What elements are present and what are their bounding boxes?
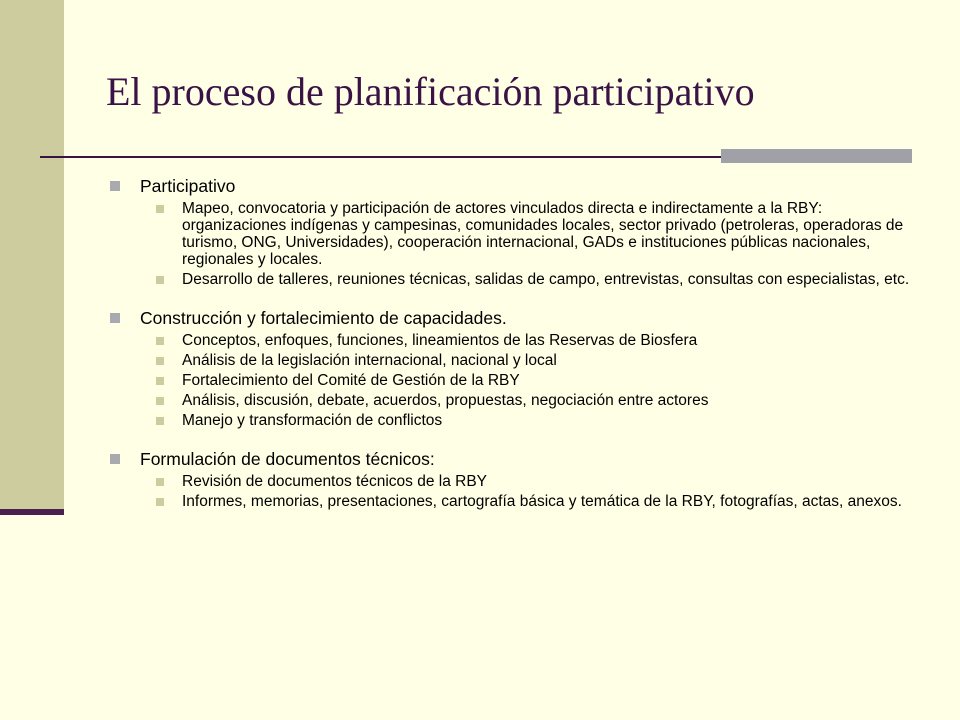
square-bullet-icon bbox=[156, 417, 164, 425]
square-bullet-icon bbox=[110, 313, 120, 323]
list-item: Análisis, discusión, debate, acuerdos, propuestas, negociación entre actores bbox=[110, 392, 910, 409]
list-item: Conceptos, enfoques, funciones, lineamientos de las Reservas de Biosfera bbox=[110, 332, 910, 349]
section-heading: Participativo bbox=[110, 176, 910, 196]
square-bullet-icon bbox=[156, 205, 164, 213]
section-documentos bbox=[110, 449, 910, 510]
section-heading: Formulación de documentos técnicos: bbox=[110, 449, 910, 469]
list-item: Informes, memorias, presentaciones, cartografía básica y temática de la RBY, fotografías, actas, anexos. bbox=[110, 493, 910, 510]
square-bullet-icon bbox=[156, 276, 164, 284]
section-capacidades bbox=[110, 308, 910, 429]
list-item: Mapeo, convocatoria y participación de actores vinculados directa e indirectamente a la RBY: organizaciones indígenas y campesinas, comunidades locales, sector privado (petroleras, operadoras de turismo, ONG, Universidades), cooperación internacional, GADs e instituciones públicas nacionales, regionales y locales. bbox=[110, 200, 910, 268]
left-accent-bar bbox=[0, 0, 64, 515]
slide-body bbox=[110, 176, 910, 530]
square-bullet-icon bbox=[156, 397, 164, 405]
square-bullet-icon bbox=[156, 357, 164, 365]
section-heading: Construcción y fortalecimiento de capacidades. bbox=[110, 308, 910, 328]
left-accent-bar-foot bbox=[0, 509, 64, 515]
list-item: Análisis de la legislación internacional, nacional y local bbox=[110, 352, 910, 369]
square-bullet-icon bbox=[156, 478, 164, 486]
square-bullet-icon bbox=[156, 498, 164, 506]
square-bullet-icon bbox=[156, 337, 164, 345]
square-bullet-icon bbox=[110, 454, 120, 464]
list-item: Desarrollo de talleres, reuniones técnicas, salidas de campo, entrevistas, consultas con especialistas, etc. bbox=[110, 271, 910, 288]
square-bullet-icon bbox=[156, 377, 164, 385]
title-divider-accent bbox=[721, 149, 912, 163]
slide-title: El proceso de planificación participativo bbox=[106, 69, 755, 114]
square-bullet-icon bbox=[110, 181, 120, 191]
list-item: Manejo y transformación de conflictos bbox=[110, 412, 910, 429]
section-participativo bbox=[110, 176, 910, 288]
list-item: Revisión de documentos técnicos de la RBY bbox=[110, 473, 910, 490]
list-item: Fortalecimiento del Comité de Gestión de la RBY bbox=[110, 372, 910, 389]
